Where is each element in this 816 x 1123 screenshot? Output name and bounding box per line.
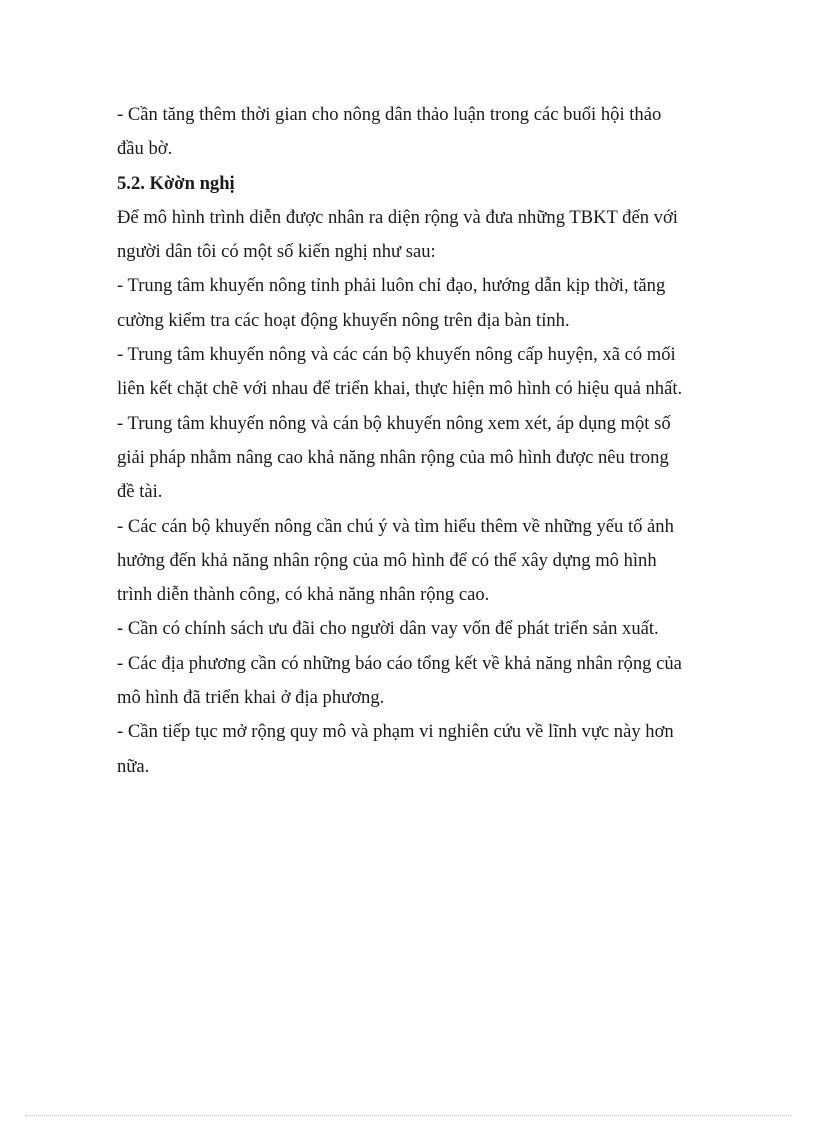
text-line: - Trung tâm khuyến nông và các cán bộ khuyến nông cấp huyện, xã có mối (117, 344, 676, 366)
text-line: - Các cán bộ khuyến nông cần chú ý và tìm hiểu thêm về những yếu tố ảnh (117, 515, 674, 537)
text-line: giải pháp nhằm nâng cao khả năng nhân rộng của mô hình được nêu trong (117, 446, 669, 468)
text-line: Để mô hình trình diễn được nhân ra diện rộng và đưa những TBKT đến với (117, 206, 678, 228)
section-heading: 5.2. Kờờn nghị (117, 172, 235, 194)
text-line: - Các địa phương cần có những báo cáo tổng kết về khả năng nhân rộng của (117, 652, 682, 674)
text-line: - Cần tiếp tục mở rộng quy mô và phạm vi nghiên cứu về lĩnh vực này hơn (117, 721, 674, 743)
text-line: - Cần có chính sách ưu đãi cho người dân vay vốn để phát triển sản xuất. (117, 618, 659, 640)
text-line: đầu bờ. (117, 138, 173, 160)
text-line: đề tài. (117, 481, 163, 503)
text-line: - Trung tâm khuyến nông tỉnh phải luôn chỉ đạo, hướng dẫn kịp thời, tăng (117, 275, 666, 297)
text-line: - Cần tăng thêm thời gian cho nông dân thảo luận trong các buổi hội thảo (117, 104, 662, 125)
text-line: cường kiểm tra các hoạt động khuyến nông trên địa bàn tỉnh. (117, 309, 570, 331)
text-line: trình diễn thành công, có khả năng nhân rộng cao. (117, 584, 490, 606)
text-line: mô hình đã triển khai ở địa phương. (117, 687, 385, 709)
document-body (117, 98, 702, 784)
text-line: - Trung tâm khuyến nông và cán bộ khuyến nông xem xét, áp dụng một số (117, 412, 671, 434)
text-line: hưởng đến khả năng nhân rộng của mô hình để có thể xây dựng mô hình (117, 549, 657, 571)
text-line: người dân tôi có một số kiến nghị như sau: (117, 241, 436, 263)
text-line: liên kết chặt chẽ với nhau để triển khai, thực hiện mô hình có hiệu quả nhất. (117, 378, 683, 400)
text-line: nữa. (117, 755, 150, 777)
footer-divider (25, 1115, 791, 1116)
